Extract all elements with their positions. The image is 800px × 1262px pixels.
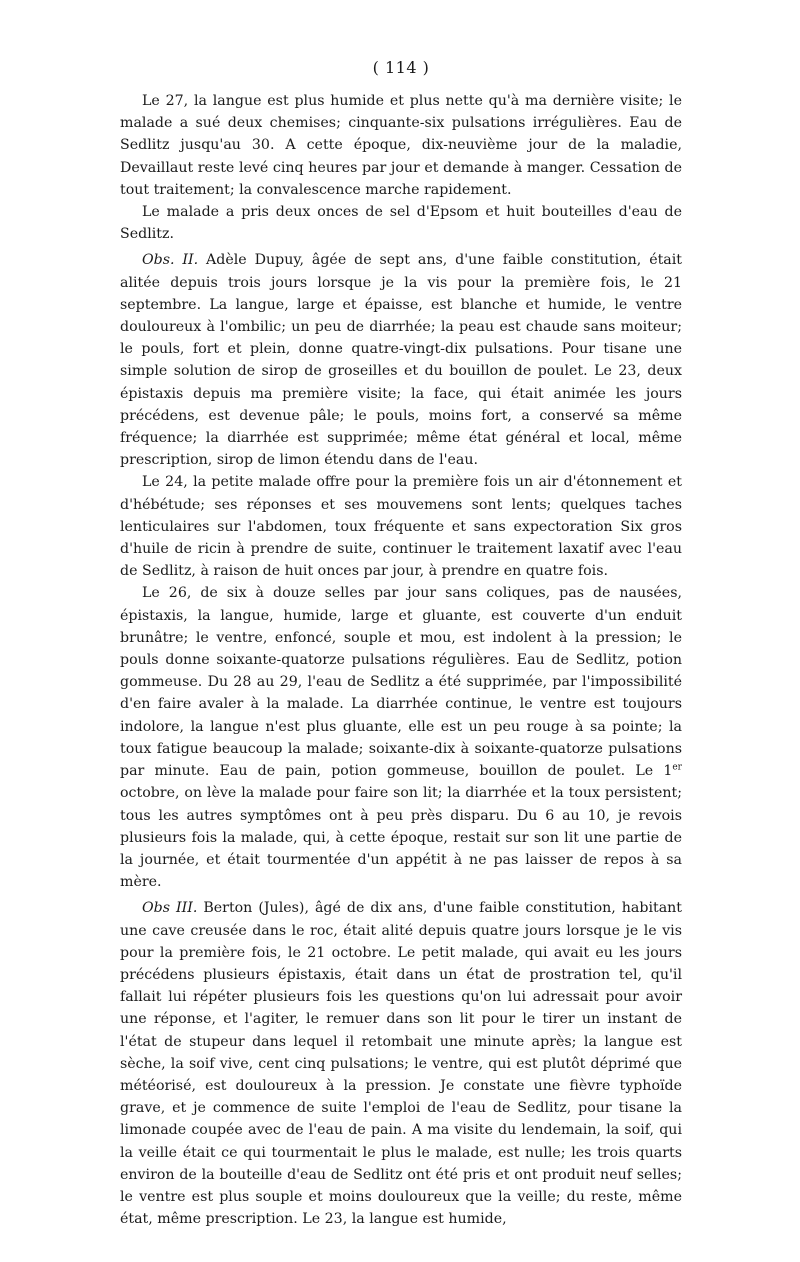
paragraph-text: octobre, on lève la malade pour faire son lit; la diarrhée et la toux persistent; tous les autres symptômes ont à peu près disparu. Du 6 au 10, je revois plusieurs fois la malade, qui, à cette époque, restait sur son lit une partie de la journée, et était tourmentée d'un appétit à ne pas laisser de repos à sa mère. bbox=[120, 785, 682, 891]
observation-label: Obs. II. bbox=[142, 252, 199, 269]
document-page bbox=[120, 58, 682, 1230]
observation-2-paragraph bbox=[120, 249, 682, 471]
paragraph-text: Le 27, la langue est plus humide et plus nette qu'à ma dernière visite; le malade a sué deux chemises; cinquante-six pulsations irrégulières. Eau de Sedlitz jusqu'au 30. A cette époque, dix-neuvième jour de la maladie, Devaillaut reste levé cinq heures par jour et demande à manger. Cessation de tout traitement; la convalescence marche rapidement. bbox=[120, 93, 682, 198]
paragraph-text: Le 26, de six à douze selles par jour sans coliques, pas de nausées, épistaxis, la langue, humide, large et gluante, est couverte d'un enduit brunâtre; le ventre, enfoncé, souple et mou, est indolent à la pression; le pouls donne soixante-quatorze pulsations régulières. Eau de Sedlitz, potion gommeuse. Du 28 au 29, l'eau de Sedlitz a été supprimée, par l'impossibilité d'en faire avaler à la malade. La diarrhée continue, le ventre est toujours indolore, la langue n'est plus gluante, elle est un peu rouge à sa pointe; la toux fatigue beaucoup la malade; soixante-dix à soixante-quatorze pulsations par minute. Eau de pain, potion gommeuse, bouillon de poulet. Le 1 bbox=[120, 585, 682, 780]
superscript: er bbox=[672, 762, 682, 773]
paragraph-text: Adèle Dupuy, âgée de sept ans, d'une faible constitution, était alitée depuis trois jours lorsque je la vis pour la première fois, le 21 septembre. La langue, large et épaisse, est blanche et humide, le ventre douloureux à l'ombilic; un peu de diarrhée; la peau est chaude sans moiteur; le pouls, fort et plein, donne quatre-vingt-dix pulsations. Pour tisane une simple solution de sirop de groseilles et du bouillon de poulet. Le 23, deux épistaxis depuis ma première visite; la face, qui était animée les jours précédens, est devenue pâle; le pouls, moins fort, a conservé sa même fréquence; la diarrhée est supprimée; même état général et local, même prescription, sirop de limon étendu dans de l'eau. bbox=[120, 252, 683, 469]
paragraph-4 bbox=[120, 471, 682, 582]
paragraph-text: Le 24, la petite malade offre pour la première fois un air d'étonnement et d'hébétude; ses réponses et ses mouvemens sont lents; quelques taches lenticulaires sur l'abdomen, toux fréquente et sans expectoration Six gros d'huile de ricin à prendre de suite, continuer le traitement laxatif avec l'eau de Sedlitz, à raison de huit onces par jour, à prendre en quatre fois. bbox=[120, 474, 682, 580]
paragraph-1 bbox=[120, 90, 682, 201]
observation-3-paragraph bbox=[120, 897, 682, 1230]
paragraph-text: Berton (Jules), âgé de dix ans, d'une faible constitution, habitant une cave creusée dans le roc, était alité depuis quatre jours lorsque je le vis pour la première fois, le 21 octobre. Le petit malade, qui avait eu les jours précédens plusieurs épistaxis, était dans un état de prostration tel, qu'il fallait lui répéter plusieurs fois les questions qu'on lui adressait pour avoir une réponse, et l'agiter, le remuer dans son lit pour le tirer un instant de l'état de stupeur dans lequel il retombait une minute après; la langue est sèche, la soif vive, cent cinq pulsations; le ventre, qui est plutôt déprimé que météorisé, est douloureux à la pression. Je constate une fièvre typhoïde grave, et je commence de suite l'emploi de l'eau de Sedlitz, pour tisane la limonade coupée avec de l'eau de pain. A ma visite du lendemain, la soif, qui la veille était ce qui tourmentait le plus le malade, est nulle; les trois quarts environ de la bouteille d'eau de Sedlitz ont été pris et ont produit neuf selles; le ventre est plus souple et moins douloureux que la veille; du reste, même état, même prescription. Le 23, la langue est humide, bbox=[120, 900, 682, 1228]
page-number: ( 114 ) bbox=[372, 58, 430, 77]
paragraph-2 bbox=[120, 201, 682, 245]
paragraph-text: Le malade a pris deux onces de sel d'Epsom et huit bouteilles d'eau de Sedlitz. bbox=[120, 204, 682, 243]
paragraph-5 bbox=[120, 582, 682, 893]
observation-label: Obs III. bbox=[142, 900, 198, 917]
